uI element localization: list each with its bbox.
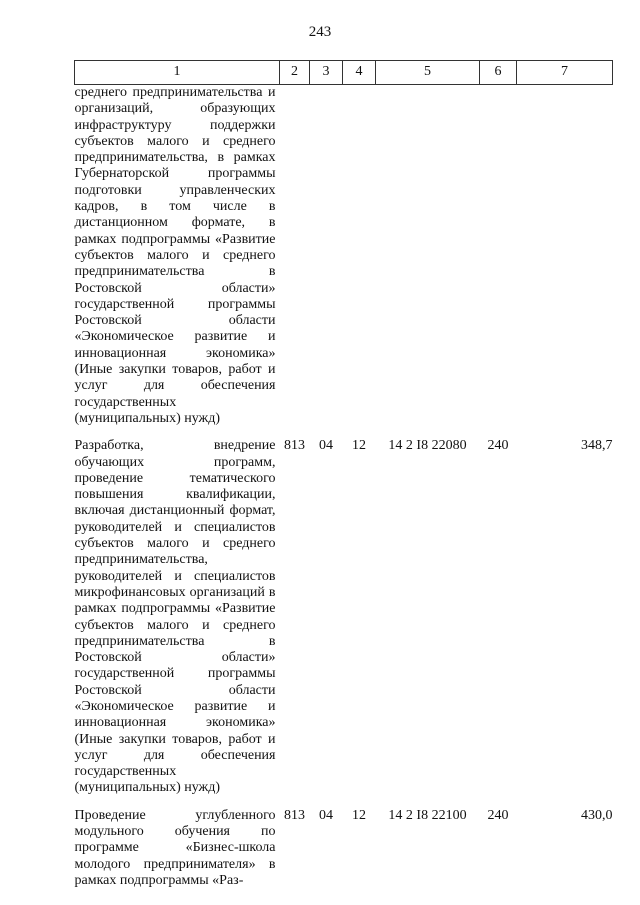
header-row <box>75 61 613 85</box>
row-target-code: 14 2 I8 22100 <box>388 807 467 823</box>
column-header-3: 3 <box>310 61 343 85</box>
row-section-code: 04 <box>319 807 333 823</box>
row-ministry-code <box>280 85 310 428</box>
column-header-1: 1 <box>75 61 280 85</box>
row-target-code <box>376 85 480 428</box>
table-body <box>75 85 613 890</box>
row-section-code <box>310 85 343 428</box>
row-description: Проведение углубленного модульного обучения по программе «Бизнес-школа молодого предпринимателя» в рамках подпрограммы «Раз- <box>74 807 276 888</box>
row-subsection-code: 12 <box>352 438 366 454</box>
row-amount: 430,0 <box>581 807 613 823</box>
row-subsection-code: 12 <box>352 807 366 823</box>
row-amount: 348,7 <box>581 438 613 454</box>
row-expense-type <box>480 85 517 428</box>
column-header-2: 2 <box>280 61 310 85</box>
table-row <box>75 85 613 428</box>
row-target-code: 14 2 I8 22080 <box>388 438 467 454</box>
budget-table <box>74 60 613 889</box>
row-description: среднего предпринимательства и организаций, образующих инфраструктуру поддержки субъектов малого и среднего предпринимательства, в рамках Губернаторской программы подготовки управленческих кадров, в том числе в дистанционном формате, в рамках подпрограммы «Развитие субъектов малого и среднего предпринимательства в Ростовской области» государственной программы Ростовской области «Экономическое развитие и инновационная экономика» (Иные закупки товаров, работ и услуг для обеспечения государственных (муниципальных) нужд) <box>74 85 276 426</box>
column-header-5: 5 <box>376 61 480 85</box>
row-section-code: 04 <box>319 438 333 454</box>
table-row <box>75 797 613 889</box>
row-expense-type: 240 <box>487 807 509 823</box>
column-header-6: 6 <box>480 61 517 85</box>
column-header-7: 7 <box>517 61 613 85</box>
row-subsection-code <box>343 85 376 428</box>
row-amount <box>517 85 613 428</box>
page-number: 243 <box>308 24 332 40</box>
table-header <box>75 61 613 85</box>
column-header-4: 4 <box>343 61 376 85</box>
row-expense-type: 240 <box>487 438 509 454</box>
table-row <box>75 427 613 797</box>
row-ministry-code: 813 <box>284 807 305 823</box>
row-description: Разработка, внедрение обучающих программ, проведение тематического повышения квалификации, включая дистанционный формат, руководителей и специалистов субъектов малого и среднего предпринимательства, руководителей и специалистов микрофинансовых организаций в рамках подпрограммы «Развитие субъектов малого и среднего предпринимательства в Ростовской области» государственной программы Ростовской области «Экономическое развитие и инновационная экономика» (Иные закупки товаров, работ и услуг для обеспечения государственных (муниципальных) нужд) <box>74 438 276 796</box>
row-ministry-code: 813 <box>284 438 305 454</box>
